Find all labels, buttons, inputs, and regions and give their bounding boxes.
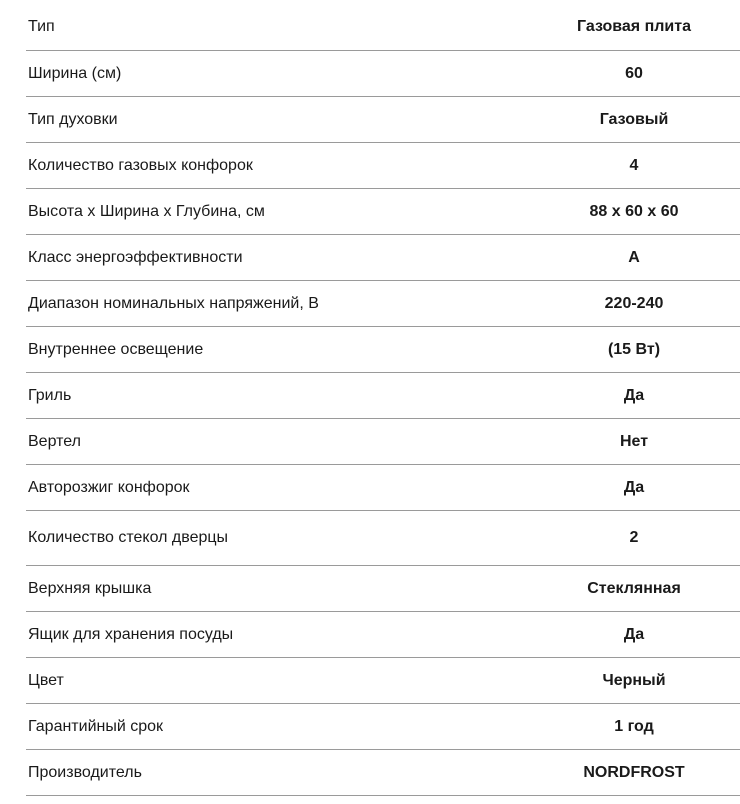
spec-label: Ящик для хранения посуды <box>26 612 528 658</box>
spec-label: Количество стекол дверцы <box>26 511 528 566</box>
spec-label: Высота х Ширина х Глубина, см <box>26 189 528 235</box>
spec-value: Газовая плита <box>528 4 740 51</box>
spec-row <box>26 465 740 511</box>
spec-value: (15 Вт) <box>528 327 740 373</box>
spec-label: Вертел <box>26 419 528 465</box>
spec-table <box>26 4 740 796</box>
spec-label: Тип <box>26 4 528 51</box>
spec-label: Тип духовки <box>26 97 528 143</box>
spec-row <box>26 281 740 327</box>
spec-value: 60 <box>528 51 740 97</box>
spec-row <box>26 327 740 373</box>
spec-label: Верхняя крышка <box>26 566 528 612</box>
spec-value: Да <box>528 373 740 419</box>
spec-value: Стеклянная <box>528 566 740 612</box>
spec-value: 4 <box>528 143 740 189</box>
spec-value: 88 х 60 х 60 <box>528 189 740 235</box>
spec-label: Производитель <box>26 750 528 796</box>
spec-row <box>26 658 740 704</box>
spec-row <box>26 143 740 189</box>
spec-value: Черный <box>528 658 740 704</box>
spec-row <box>26 566 740 612</box>
spec-label: Класс энергоэффективности <box>26 235 528 281</box>
spec-label: Цвет <box>26 658 528 704</box>
spec-label: Диапазон номинальных напряжений, В <box>26 281 528 327</box>
spec-label: Ширина (см) <box>26 51 528 97</box>
spec-row <box>26 511 740 566</box>
spec-row <box>26 97 740 143</box>
spec-row <box>26 373 740 419</box>
spec-label: Внутреннее освещение <box>26 327 528 373</box>
spec-value: 2 <box>528 511 740 566</box>
spec-label: Гарантийный срок <box>26 704 528 750</box>
spec-value: Газовый <box>528 97 740 143</box>
spec-value: NORDFROST <box>528 750 740 796</box>
spec-row <box>26 750 740 796</box>
spec-row <box>26 704 740 750</box>
spec-row <box>26 612 740 658</box>
spec-value: Да <box>528 465 740 511</box>
spec-table-body <box>26 4 740 796</box>
spec-row <box>26 4 740 51</box>
spec-label: Авторозжиг конфорок <box>26 465 528 511</box>
spec-value: 1 год <box>528 704 740 750</box>
spec-value: A <box>528 235 740 281</box>
spec-label: Гриль <box>26 373 528 419</box>
spec-label: Количество газовых конфорок <box>26 143 528 189</box>
spec-value: Нет <box>528 419 740 465</box>
spec-row <box>26 189 740 235</box>
spec-value: 220-240 <box>528 281 740 327</box>
spec-row <box>26 235 740 281</box>
spec-row <box>26 419 740 465</box>
spec-row <box>26 51 740 97</box>
spec-value: Да <box>528 612 740 658</box>
